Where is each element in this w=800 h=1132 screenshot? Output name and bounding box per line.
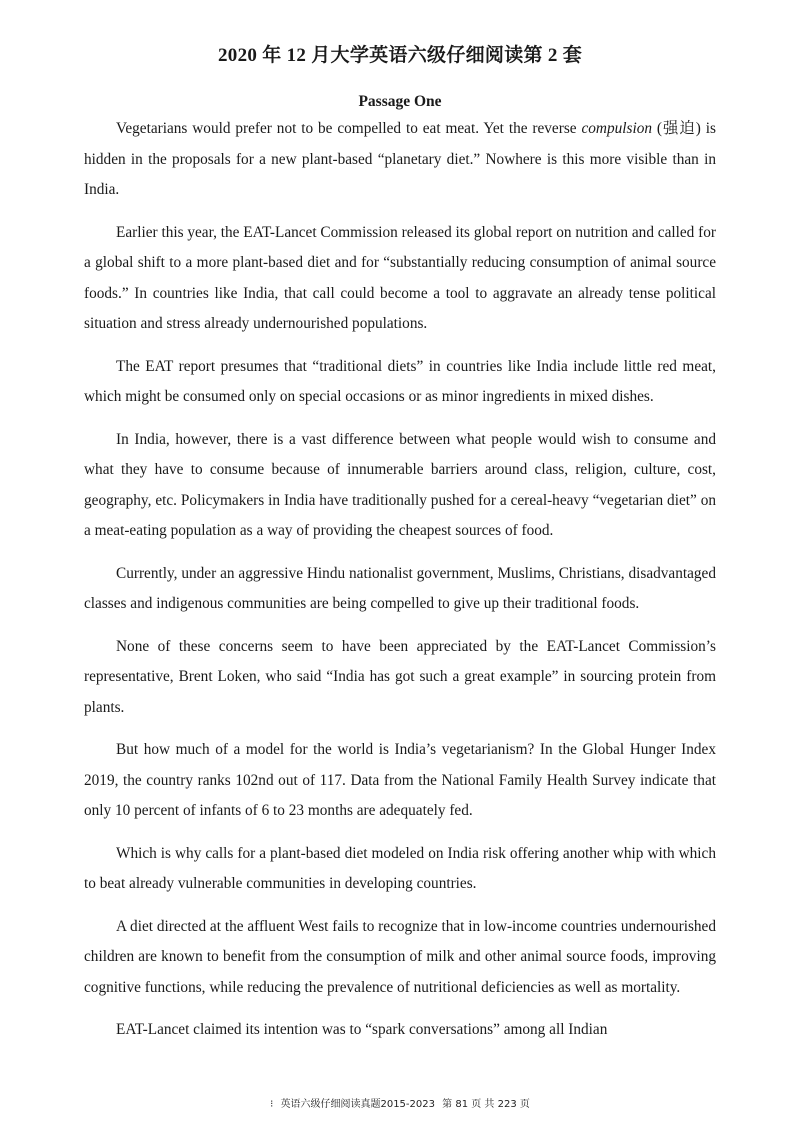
footer-marker: ⁝: [270, 1099, 274, 1110]
page-number: 第 81 页 共 223 页: [442, 1099, 530, 1110]
paragraph-7: But how much of a model for the world is India’s vegetarianism? In the Global Hunger Index 2019, the country ranks 102nd out of 117. Data from the National Family Health Survey indicate that only 10 percent of infants of 6 to 23 months are adequately fed.: [84, 741, 716, 819]
document-title: 2020 年 12 月大学英语六级仔细阅读第 2 套: [217, 44, 583, 66]
paragraph-3: The EAT report presumes that “traditional diets” in countries like India include little red meat, which might be consumed only on special occasions or as minor ingredients in mixed dishes.: [84, 357, 716, 405]
paragraph-4: In India, however, there is a vast difference between what people would wish to consume and what they have to consume because of innumerable barriers around class, religion, culture, cost, geography, etc. Policymakers in India have traditionally pushed for a cereal-heavy “vegetarian diet” on a meat-eating population as a way of providing the cheapest sources of food.: [84, 430, 716, 539]
paragraph-10: EAT-Lancet claimed its intention was to “spark conversations” among all Indian: [116, 1021, 608, 1038]
paragraph-6: None of these concerns seem to have been appreciated by the EAT-Lancet Commission’s representative, Brent Loken, who said “India has got such a great example” in sourcing protein from plants.: [84, 637, 716, 716]
paragraph-1-text-after: (强迫) is hidden in the proposals for a new plant-based “planetary diet.” Nowhere is this more visible than in India.: [84, 120, 716, 198]
passage-heading: Passage One: [358, 92, 442, 110]
passage-body: [84, 114, 716, 1058]
footer-source: 英语六级仔细阅读真题2015-2023: [280, 1099, 435, 1110]
paragraph-9: A diet directed at the affluent West fails to recognize that in low-income countries undernourished children are known to benefit from the consumption of milk and other animal source foods, improving cognitive functions, while reducing the prevalence of nutritional deficiencies as well as mortality.: [84, 917, 716, 996]
paragraph-8: Which is why calls for a plant-based diet modeled on India risk offering another whip with which to beat already vulnerable communities in developing countries.: [84, 844, 716, 892]
paragraph-5: Currently, under an aggressive Hindu nationalist government, Muslims, Christians, disadvantaged classes and indigenous communities are being compelled to give up their traditional foods.: [84, 564, 716, 612]
paragraph-2: Earlier this year, the EAT-Lancet Commission released its global report on nutrition and called for a global shift to a more plant-based diet and for “substantially reducing consumption of animal source foods.” In countries like India, that call could become a tool to aggravate an already tense political situation and stress already undernourished populations.: [84, 223, 716, 332]
paragraph-1-text-before: Vegetarians would prefer not to be compelled to eat meat. Yet the reverse: [116, 120, 582, 137]
emphasized-term: compulsion: [581, 120, 652, 137]
paragraph-1: [84, 114, 716, 206]
page-footer: [0, 1098, 800, 1112]
